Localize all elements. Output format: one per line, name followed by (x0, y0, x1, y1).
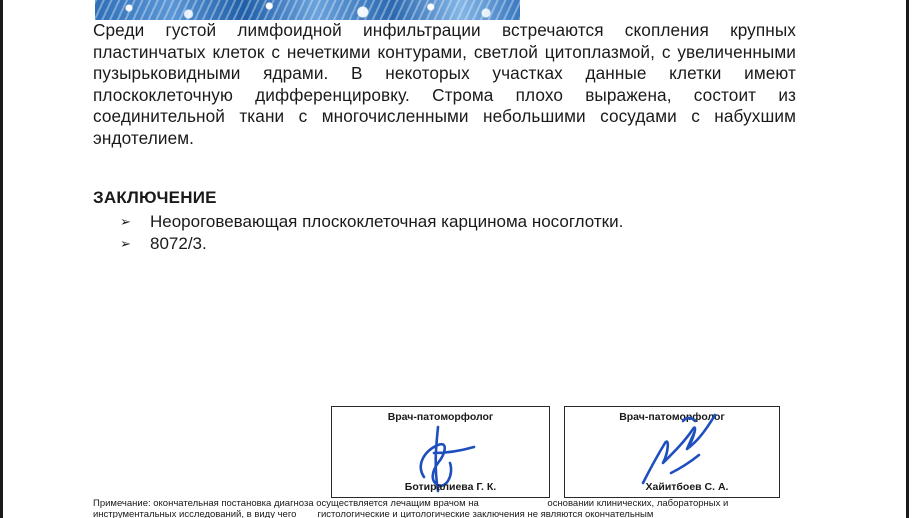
stamp-role: Врач-патоморфолог (619, 411, 725, 423)
conclusion-list (120, 211, 623, 255)
microscopic-description: Среди густой лимфоидной инфильтрации встречаются скопления крупных пластинчатых клеток с нечеткими контурами, светлой цитоплазмой, с увеличенными пузырьковидными ядрами. В некоторых участках данные клетки имеют плоскоклеточную дифференцировку. Строма плохо выражена, состоит из соединительной ткани с многочисленными небольшими сосудами с набухшим эндотелием. (93, 20, 796, 148)
conclusion-title: ЗАКЛЮЧЕНИЕ (93, 188, 217, 207)
arrow-bullet-icon: ➢ (120, 214, 131, 229)
stamp-role: Врач-патоморфолог (387, 411, 494, 423)
conclusion-item-code (120, 233, 623, 255)
doctor-stamp-1 (331, 406, 550, 498)
arrow-bullet-icon: ➢ (120, 236, 131, 251)
diagnosis-text: Неороговевающая плоскоклеточная карцинома носоглотки. (150, 212, 624, 231)
histology-image (95, 0, 520, 20)
footnote-line2-b: гистологические и цитологические заключения не являются окончательным (317, 509, 654, 518)
morphology-code: 8072/3. (150, 234, 207, 253)
footnote-line1-b: основании клинических, лабораторных и (547, 498, 729, 509)
stamp-name: Ботиралиева Г. К. (404, 481, 497, 493)
footnote (93, 498, 793, 518)
conclusion-item-diagnosis (120, 211, 623, 233)
footnote-line1-a: Примечание: окончательная постановка диагноза осуществляется лечащим врачом на (93, 498, 479, 509)
doctor-stamp-2 (564, 406, 780, 498)
footnote-line2-a: инструментальных исследований, в виду чего (93, 509, 297, 518)
stamp-name: Хайитбоев С. А. (645, 481, 729, 493)
